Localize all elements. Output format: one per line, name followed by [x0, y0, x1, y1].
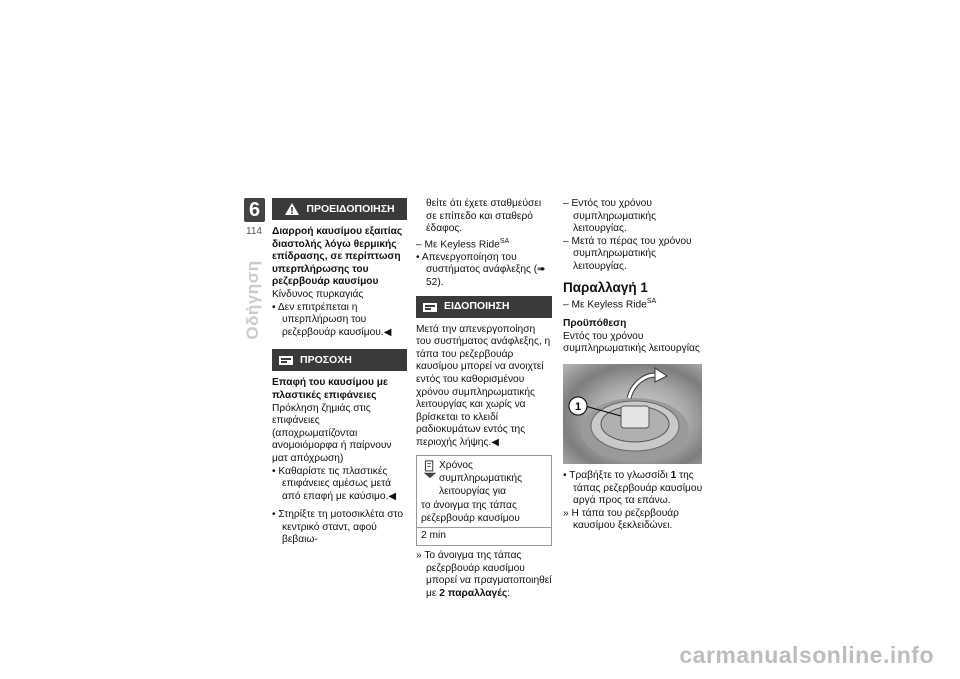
deactivate-bullet: • Απενεργοποίηση του συστήματος ανάφλεξης (➠ 52).	[416, 251, 546, 288]
warning-text: Κίνδυνος πυρκαγιάς	[272, 288, 364, 300]
unlock-result: » Η τάπα του ρεζερβουάρ καυσίμου ξεκλειδώνει.	[563, 507, 679, 532]
notice-hand-icon	[422, 300, 438, 314]
warning-heading: Διαρροή καυσίμου εξαιτίας διαστολής λόγω θερμικής επίδρασης, σε περίπτωση υπερπλήρωσης του ρεζερβουάρ καυσίμου	[272, 226, 403, 288]
continued-text: θείτε ότι έχετε σταθμεύσει σε επίπεδο και σταθερό έδαφος.	[426, 198, 542, 235]
info-box	[416, 455, 552, 546]
notice-banner	[416, 296, 552, 318]
precondition-text: Εντός του χρόνου συμπληρωματικής λειτουργίας	[563, 330, 700, 355]
info-subtitle: το άνοιγμα της τάπας ρεζερβουάρ καυσίμου	[421, 500, 520, 524]
warning-triangle-icon	[284, 202, 300, 216]
column-2	[416, 198, 552, 600]
fuel-cap-illustration	[563, 364, 702, 464]
chapter-number: 6	[244, 198, 265, 222]
info-value: 2 min	[417, 527, 551, 545]
watermark: carmanualsonline.info	[679, 642, 934, 668]
column-3	[563, 198, 705, 533]
chapter-title: Οδήγηση	[243, 260, 262, 340]
page-number: 114	[246, 226, 262, 237]
notice-label: ΕΙΔΟΠΟΙΗΣΗ	[444, 300, 510, 313]
result-text: » Το άνοιγμα της τάπας ρεζερβουάρ καυσίμου μπορεί να πραγματοποιηθεί με 2 παραλλαγές:	[416, 550, 552, 599]
keyless-dash-2: – Με Keyless Ride$^{SA}$	[563, 298, 657, 311]
caution-text: Πρόκληση ζημιάς στις επιφάνειες (αποχρωματίζονται ανομοιόμορφα ή παίρνουν ματ απόχρωση)	[272, 402, 392, 464]
caution-bullet: • Καθαρίστε τις πλαστικές επιφάνειες αμέσως μετά από επαφή με καύσιμο.◀	[272, 465, 397, 502]
info-title: Χρόνος συμπληρωματικής λειτουργίας για	[439, 460, 522, 497]
caution-hand-icon	[278, 353, 294, 367]
warning-bullet: • Δεν επιτρέπεται η υπερπλήρωση του ρεζερβουάρ καυσίμου.◀	[272, 301, 392, 338]
caution-label: ΠΡΟΣΟΧΗ	[300, 354, 352, 367]
after-time-dash: – Μετά το πέρας του χρόνου συμπληρωματικής λειτουργίας.	[563, 235, 692, 272]
technical-data-icon	[421, 460, 439, 480]
warning-label: ΠΡΟΕΙΔΟΠΟΙΗΣΗ	[306, 202, 395, 215]
column-1	[272, 198, 407, 547]
keyless-dash: – Με Keyless Ride$^{SA}$	[416, 237, 510, 251]
within-time-dash: – Εντός του χρόνου συμπληρωματικής λειτουργίας.	[563, 198, 656, 235]
warning-banner	[272, 198, 407, 220]
fuel-cap-photo	[563, 364, 702, 464]
notice-text: Μετά την απενεργοποίηση του συστήματος ανάφλεξης, η τάπα του ρεζερβουάρ καυσίμου μπορεί να ανοιχτεί εντός του καθορισμένου χρόνου συμπληρωματικής λειτουργίας και χωρίς να βρίσκεται το κλειδί ραδιοκυμάτων εντός της περιοχής λήψης.◀	[416, 323, 551, 448]
callout-1: 1	[574, 400, 582, 413]
park-bullet: • Στηρίξτε τη μοτοσικλέτα στο κεντρικό σταντ, αφού βεβαιω-	[272, 509, 404, 546]
caution-heading: Επαφή του καυσίμου με πλαστικές επιφάνειες	[272, 377, 388, 401]
variant-heading: Παραλλαγή 1	[563, 279, 648, 295]
caution-banner	[272, 349, 407, 371]
pull-tab-bullet: • Τραβήξτε το γλωσσίδι 1 της τάπας ρεζερβουάρ καυσίμου αργά προς τα επάνω.	[563, 469, 703, 507]
precondition-heading: Προϋπόθεση	[563, 318, 627, 330]
